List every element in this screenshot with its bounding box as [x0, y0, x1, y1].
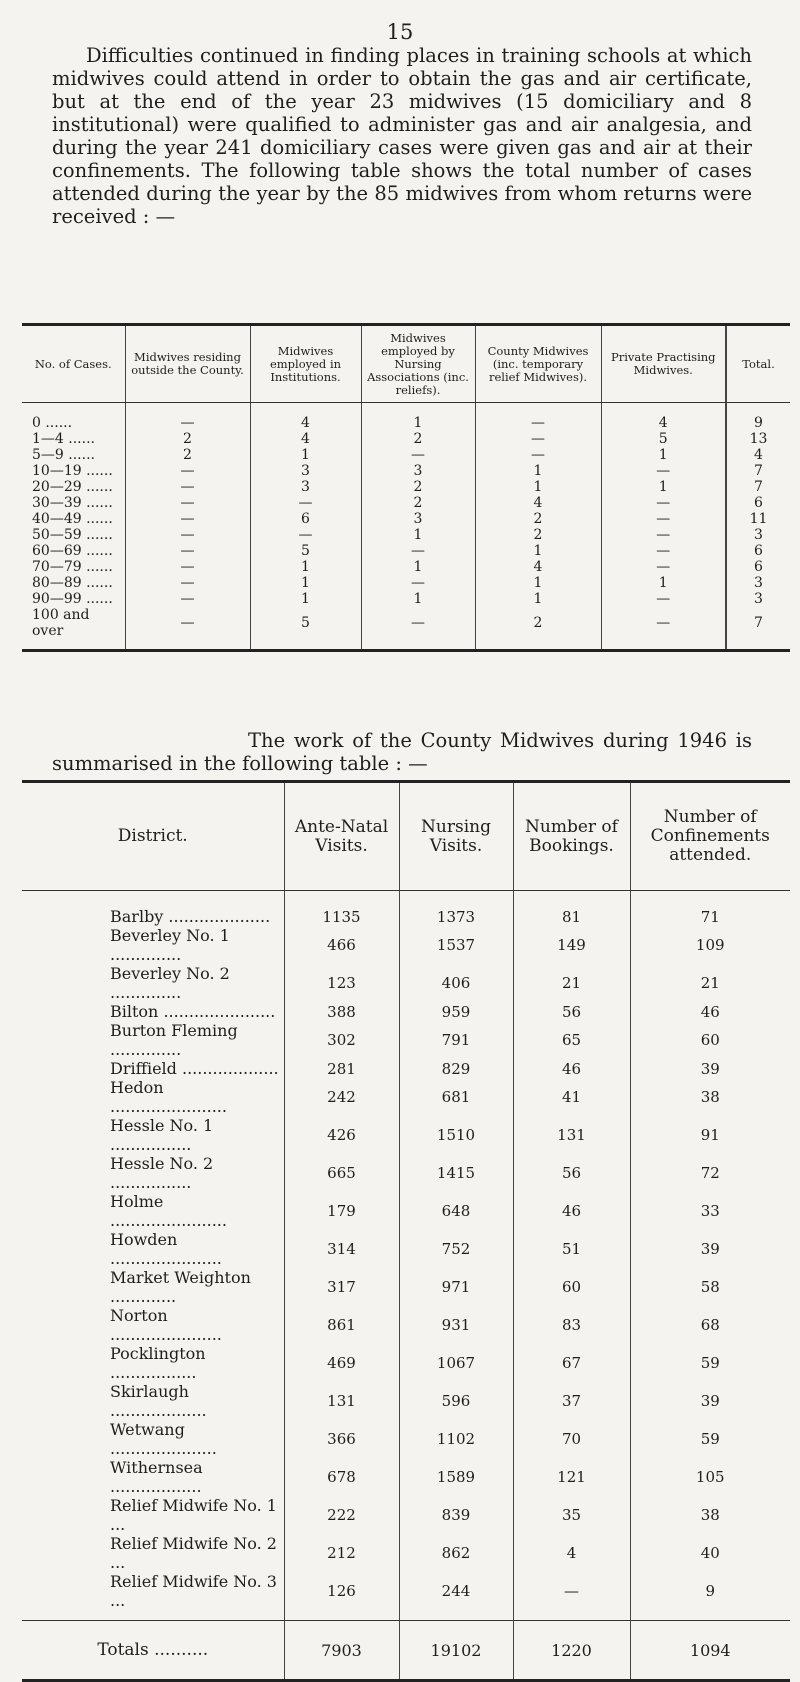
table1-cell: 5 — [250, 543, 361, 559]
table1-cell: 6 — [250, 511, 361, 527]
table2-cell: 212 — [284, 1534, 399, 1572]
table2-cell: 862 — [399, 1534, 513, 1572]
table1-cell: 3 — [250, 463, 361, 479]
table2-cell: 41 — [513, 1078, 630, 1116]
table2-cell: 59 — [700, 1430, 720, 1448]
table2-cell: 68 — [700, 1316, 720, 1334]
table1-row-label: 40—49 ...... — [22, 511, 125, 527]
table1-cell: — — [475, 431, 601, 447]
table2-cell: 681 — [399, 1078, 513, 1116]
table1-row — [22, 403, 790, 432]
table2-cell: 21 — [513, 964, 630, 1002]
table2-cell: 1589 — [399, 1458, 513, 1496]
table1-row — [22, 431, 790, 447]
table1-row — [22, 559, 790, 575]
table2-row-label: Skirlaugh ................... — [22, 1382, 284, 1420]
table2-cell: 33 — [700, 1202, 720, 1220]
table1-row — [22, 543, 790, 559]
table2-row — [22, 1572, 790, 1621]
table2-cell: 91 — [700, 1126, 720, 1144]
table2-row — [22, 1534, 790, 1572]
table1-cell: — — [125, 607, 250, 651]
totals-label: Totals .......... — [22, 1621, 284, 1681]
table1-cell: 2 — [475, 511, 601, 527]
table2-cell: 931 — [399, 1306, 513, 1344]
table1-cell: 4 — [475, 495, 601, 511]
table2-cell: 67 — [513, 1344, 630, 1382]
table1-cell: 4 — [601, 403, 726, 432]
table2-cell: 37 — [513, 1382, 630, 1420]
table2-cell: 971 — [399, 1268, 513, 1306]
table2-cell: 665 — [284, 1154, 399, 1192]
table2-row-label: Relief Midwife No. 2 ... — [22, 1534, 284, 1572]
table1-cell: — — [601, 543, 726, 559]
table1-row — [22, 527, 790, 543]
table1-header: Total. — [726, 325, 790, 403]
table2-row-label: Hessle No. 2 ................ — [22, 1154, 284, 1192]
table1-cell: 2 — [125, 431, 250, 447]
table1-cell: — — [361, 543, 475, 559]
table2-cell: 58 — [700, 1278, 720, 1296]
table2-cell: 317 — [284, 1268, 399, 1306]
summary-paragraph: The work of the County Midwives during 1946 is summarised in the following table : — — [52, 729, 752, 775]
table2-header-row — [22, 782, 790, 891]
table1-cell: 1 — [250, 575, 361, 591]
table2-row-label: Howden ...................... — [22, 1230, 284, 1268]
table2-cell: 126 — [284, 1572, 399, 1621]
table1-header: Midwives employed in Institutions. — [250, 325, 361, 403]
table1-cell: — — [250, 495, 361, 511]
table2-row-label: Wetwang ..................... — [22, 1420, 284, 1458]
table2-row — [22, 926, 790, 964]
table2-cell: 244 — [399, 1572, 513, 1621]
table1-cell: — — [125, 543, 250, 559]
table1-cell: — — [361, 575, 475, 591]
table1-row-label: 20—29 ...... — [22, 479, 125, 495]
table1-cell: 7 — [726, 607, 790, 651]
table1-row — [22, 591, 790, 607]
table2-row — [22, 1344, 790, 1382]
table2-cell: 314 — [284, 1230, 399, 1268]
table2-cell: 38 — [700, 1506, 720, 1524]
table2-row-label: Beverley No. 2 .............. — [22, 964, 284, 1002]
table1-header-row — [22, 325, 790, 403]
table2-cell: 9 — [705, 1582, 716, 1600]
table1-header: Midwives employed by Nursing Associations (inc. reliefs). — [361, 325, 475, 403]
table1-cell: 4 — [475, 559, 601, 575]
table1-cell: — — [601, 527, 726, 543]
table2-cell: 39 — [700, 1240, 720, 1258]
table1-cell: — — [601, 591, 726, 607]
table1-cell: 1 — [475, 543, 601, 559]
table2-cell: 46 — [700, 1002, 720, 1021]
table2-cell: 71 — [700, 907, 720, 926]
table1-cell: 3 — [726, 591, 790, 607]
table2-cell: 60 — [700, 1031, 720, 1049]
table1-cell: 2 — [361, 431, 475, 447]
table2-row-label: Pocklington ................. — [22, 1344, 284, 1382]
table2-cell: 1102 — [399, 1420, 513, 1458]
table2-cell: 406 — [399, 964, 513, 1002]
table2-cell: 1373 — [399, 891, 513, 927]
table1-cell: 9 — [726, 403, 790, 432]
table2-cell: 72 — [700, 1164, 720, 1182]
table2-cell: 109 — [695, 936, 725, 954]
table1-row-label: 80—89 ...... — [22, 575, 125, 591]
table1-row-label: 90—99 ...... — [22, 591, 125, 607]
table1-cell: 1 — [475, 479, 601, 495]
table1-cell: — — [601, 511, 726, 527]
table1-cell: — — [601, 607, 726, 651]
table1-cell: 1 — [601, 479, 726, 495]
table1-cell: — — [125, 559, 250, 575]
table1-cell: 1 — [361, 591, 475, 607]
table2-row — [22, 1192, 790, 1230]
table1-cell: 2 — [361, 479, 475, 495]
table2-cell: 1067 — [399, 1344, 513, 1382]
table1-cell: — — [475, 447, 601, 463]
table1-cell: 3 — [726, 575, 790, 591]
table1-cell: 1 — [601, 447, 726, 463]
table2-row-label: Withernsea .................. — [22, 1458, 284, 1496]
table1-cell: — — [361, 607, 475, 651]
table1-cell: 2 — [361, 495, 475, 511]
table2-cell: — — [513, 1572, 630, 1621]
table2-row-label: Norton ...................... — [22, 1306, 284, 1344]
table2-row-label: Market Weighton ............. — [22, 1268, 284, 1306]
table2-cell: 1537 — [399, 926, 513, 964]
table2-cell: 56 — [513, 1154, 630, 1192]
table2-cell: 81 — [513, 891, 630, 927]
table2-row — [22, 1078, 790, 1116]
table1-cell: — — [125, 575, 250, 591]
table1-cell: — — [475, 403, 601, 432]
table2-cell: 1415 — [399, 1154, 513, 1192]
table1-cell: — — [125, 511, 250, 527]
table2-cell: 302 — [284, 1021, 399, 1059]
table2-cell: 648 — [399, 1192, 513, 1230]
table2-cell: 35 — [513, 1496, 630, 1534]
table2-row-label: Hedon ....................... — [22, 1078, 284, 1116]
table1-cell: — — [125, 479, 250, 495]
table2-cell: 21 — [700, 974, 720, 992]
table1-cell: 2 — [475, 527, 601, 543]
table1-row-label: 1—4 ...... — [22, 431, 125, 447]
table1-row — [22, 479, 790, 495]
table1-row-label: 100 and over — [22, 607, 125, 651]
table2-cell: 242 — [284, 1078, 399, 1116]
table2-header: Number of Confinements attended. — [630, 782, 790, 891]
table2-cell: 752 — [399, 1230, 513, 1268]
table1-cell: 7 — [726, 479, 790, 495]
county-midwives-work-table — [22, 780, 790, 1682]
table1-row-label: 0 ...... — [22, 403, 125, 432]
table1-row — [22, 607, 790, 651]
table2-cell: 131 — [513, 1116, 630, 1154]
table2-cell: 959 — [399, 1002, 513, 1021]
table1-cell: 1 — [361, 559, 475, 575]
table2-row-label: Burton Fleming .............. — [22, 1021, 284, 1059]
table2-row — [22, 1420, 790, 1458]
totals-cell: 19102 — [399, 1621, 513, 1681]
table1-cell: 1 — [361, 527, 475, 543]
table1-cell: — — [601, 463, 726, 479]
table1-header: Midwives residing outside the County. — [125, 325, 250, 403]
table2-row — [22, 1002, 790, 1021]
table2-cell: 39 — [700, 1392, 720, 1410]
table1-cell: 3 — [726, 527, 790, 543]
table2-row — [22, 1021, 790, 1059]
table1-cell: 3 — [250, 479, 361, 495]
table1-cell: 1 — [361, 403, 475, 432]
table1-cell: — — [125, 463, 250, 479]
table1-cell: 1 — [250, 447, 361, 463]
table2-cell: 56 — [513, 1002, 630, 1021]
table1-cell: 1 — [250, 591, 361, 607]
table2-row-label: Barlby .................... — [22, 891, 284, 927]
table1-row-label: 30—39 ...... — [22, 495, 125, 511]
table2-cell: 149 — [513, 926, 630, 964]
table1-cell: 5 — [601, 431, 726, 447]
table1-cell: 11 — [726, 511, 790, 527]
table2-cell: 281 — [284, 1059, 399, 1078]
table2-row-label: Bilton ...................... — [22, 1002, 284, 1021]
table2-cell: 678 — [284, 1458, 399, 1496]
page-number: 15 — [386, 20, 414, 44]
table1-row — [22, 495, 790, 511]
table2-cell: 1135 — [284, 891, 399, 927]
table1-cell: 3 — [361, 511, 475, 527]
table1-row-label: 5—9 ...... — [22, 447, 125, 463]
table1-cell: — — [125, 527, 250, 543]
table1-cell: 5 — [250, 607, 361, 651]
table2-cell: 861 — [284, 1306, 399, 1344]
table2-cell: 596 — [399, 1382, 513, 1420]
table1-cell: 4 — [250, 403, 361, 432]
table2-cell: 426 — [284, 1116, 399, 1154]
table1-row-label: 10—19 ...... — [22, 463, 125, 479]
table1-cell: — — [250, 527, 361, 543]
table1-cell: 6 — [726, 495, 790, 511]
table2-row — [22, 1116, 790, 1154]
table2-cell: 466 — [284, 926, 399, 964]
table2-cell: 469 — [284, 1344, 399, 1382]
table1-cell: 1 — [475, 575, 601, 591]
table1-row — [22, 575, 790, 591]
table1-cell: 2 — [125, 447, 250, 463]
table1-cell: 4 — [726, 447, 790, 463]
table2-row — [22, 1154, 790, 1192]
table1-header: No. of Cases. — [22, 325, 125, 403]
table1-row-label: 70—79 ...... — [22, 559, 125, 575]
table2-cell: 131 — [284, 1382, 399, 1420]
table1-row — [22, 511, 790, 527]
table1-header: Private Practising Midwives. — [601, 325, 726, 403]
table2-cell: 38 — [700, 1088, 720, 1106]
table2-cell: 51 — [513, 1230, 630, 1268]
table2-cell: 222 — [284, 1496, 399, 1534]
table2-row-label: Holme ....................... — [22, 1192, 284, 1230]
table1-cell: 1 — [475, 463, 601, 479]
table1-cell: 1 — [250, 559, 361, 575]
table2-row-label: Hessle No. 1 ................ — [22, 1116, 284, 1154]
table1-row-label: 60—69 ...... — [22, 543, 125, 559]
table2-row-label: Relief Midwife No. 1 ... — [22, 1496, 284, 1534]
table1-cell: 4 — [250, 431, 361, 447]
table2-cell: 46 — [513, 1192, 630, 1230]
table2-header: Number of Bookings. — [513, 782, 630, 891]
table1-cell: 3 — [361, 463, 475, 479]
table2-cell: 70 — [513, 1420, 630, 1458]
table1-cell: — — [601, 559, 726, 575]
table1-cell: 13 — [726, 431, 790, 447]
table2-row — [22, 1268, 790, 1306]
table2-row — [22, 1059, 790, 1078]
table1-cell: — — [125, 591, 250, 607]
table2-totals-row — [22, 1621, 790, 1681]
table2-cell: 60 — [513, 1268, 630, 1306]
table1-cell: — — [361, 447, 475, 463]
table2-cell: 83 — [513, 1306, 630, 1344]
totals-cell: 1094 — [630, 1621, 790, 1681]
table2-cell: 121 — [513, 1458, 630, 1496]
table2-row-label: Driffield ................... — [22, 1059, 284, 1078]
table2-cell: 40 — [700, 1544, 720, 1562]
cases-by-midwife-table — [22, 323, 790, 652]
table2-cell: 39 — [700, 1059, 720, 1078]
table2-header: District. — [22, 782, 284, 891]
table2-row — [22, 964, 790, 1002]
table2-cell: 829 — [399, 1059, 513, 1078]
table2-row — [22, 1458, 790, 1496]
table1-row — [22, 447, 790, 463]
table1-cell: — — [601, 495, 726, 511]
totals-cell: 7903 — [284, 1621, 399, 1681]
table2-cell: 4 — [513, 1534, 630, 1572]
table2-header: Nursing Visits. — [399, 782, 513, 891]
table1-cell: 7 — [726, 463, 790, 479]
table2-cell: 839 — [399, 1496, 513, 1534]
table1-cell: 6 — [726, 559, 790, 575]
table1-cell: — — [125, 495, 250, 511]
table1-header: County Midwives (inc. temporary relief Midwives). — [475, 325, 601, 403]
table1-row-label: 50—59 ...... — [22, 527, 125, 543]
table1-cell: 1 — [601, 575, 726, 591]
table2-cell: 366 — [284, 1420, 399, 1458]
table2-row — [22, 891, 790, 927]
intro-paragraph: Difficulties continued in finding places in training schools at which midwives could attend in order to obtain the gas and air certificate, but at the end of the year 23 midwives (15 domiciliary and 8 institutional) were qualified to administer gas and air analgesia, and during the year 241 domiciliary cases were given gas and air at their confinements. The following table shows the total number of cases attended during the year by the 85 midwives from whom returns were received : — — [52, 44, 752, 228]
table1-cell: 6 — [726, 543, 790, 559]
table2-cell: 179 — [284, 1192, 399, 1230]
table2-cell: 59 — [700, 1354, 720, 1372]
table2-cell: 46 — [513, 1059, 630, 1078]
table2-cell: 791 — [399, 1021, 513, 1059]
table1-row — [22, 463, 790, 479]
table2-row — [22, 1306, 790, 1344]
table2-row — [22, 1496, 790, 1534]
table1-cell: 1 — [475, 591, 601, 607]
table2-cell: 105 — [695, 1468, 725, 1486]
table2-row-label: Beverley No. 1 .............. — [22, 926, 284, 964]
table2-cell: 65 — [513, 1021, 630, 1059]
table1-cell: 2 — [475, 607, 601, 651]
table2-cell: 388 — [284, 1002, 399, 1021]
table2-row-label: Relief Midwife No. 3 ... — [22, 1572, 284, 1621]
table2-cell: 1510 — [399, 1116, 513, 1154]
table2-header: Ante-Natal Visits. — [284, 782, 399, 891]
table2-row — [22, 1382, 790, 1420]
table2-row — [22, 1230, 790, 1268]
table2-cell: 123 — [284, 964, 399, 1002]
totals-cell: 1220 — [513, 1621, 630, 1681]
table1-cell: — — [125, 403, 250, 432]
